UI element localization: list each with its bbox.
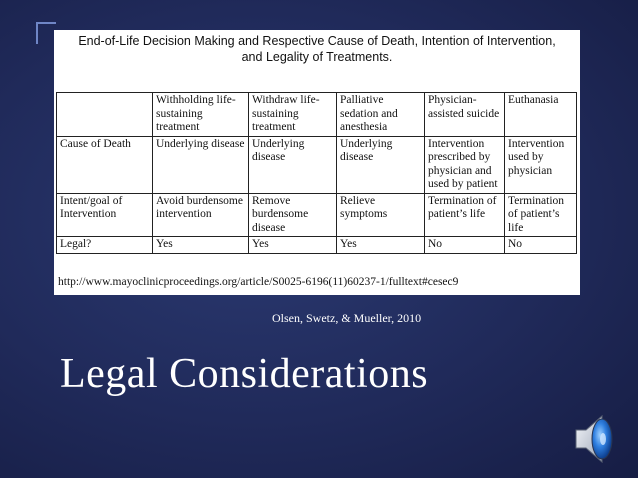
table-header-cell: Physician-assisted suicide: [425, 93, 505, 137]
table-image-panel: [54, 30, 580, 295]
table-cell: Relieve symptoms: [337, 193, 425, 237]
table-cell: Intent/goal of Intervention: [57, 193, 153, 237]
table-cell: Yes: [249, 237, 337, 254]
slide-heading: Legal Considerations: [60, 351, 429, 397]
table-title-line-1: End-of-Life Decision Making and Respective Cause of Death, Intention of Intervention,: [78, 34, 556, 48]
table-cell: Termination of patient’s life: [425, 193, 505, 237]
table-cell: Underlying disease: [153, 136, 249, 193]
source-url[interactable]: http://www.mayoclinicproceedings.org/article/S0025-6196(11)60237-1/fulltext#cesec9: [58, 276, 459, 288]
corner-bracket-horizontal: [36, 22, 56, 24]
table-row: [57, 193, 577, 237]
table-cell: Intervention used by physician: [505, 136, 577, 193]
table-header-cell: Withdraw life-sustaining treatment: [249, 93, 337, 137]
table-cell: Intervention prescribed by physician and used by patient: [425, 136, 505, 193]
table-cell: Yes: [153, 237, 249, 254]
table-cell: Underlying disease: [337, 136, 425, 193]
legality-table: [56, 92, 577, 254]
table-title-line-2: and Legality of Treatments.: [241, 50, 393, 64]
table-cell: Cause of Death: [57, 136, 153, 193]
table-cell: Yes: [337, 237, 425, 254]
table-cell: No: [425, 237, 505, 254]
table-header-row: [57, 93, 577, 137]
table-title: [54, 33, 580, 65]
table-header-cell: Palliative sedation and anesthesia: [337, 93, 425, 137]
table-cell: Legal?: [57, 237, 153, 254]
table-cell: No: [505, 237, 577, 254]
table-row: [57, 237, 577, 254]
table-cell: Underlying disease: [249, 136, 337, 193]
table-header-cell: Euthanasia: [505, 93, 577, 137]
corner-bracket-vertical: [36, 22, 38, 44]
speaker-icon[interactable]: [572, 410, 622, 466]
table-header-cell: Withholding life-sustaining treatment: [153, 93, 249, 137]
table-row: [57, 136, 577, 193]
table-cell: Termination of patient’s life: [505, 193, 577, 237]
table-header-cell: [57, 93, 153, 137]
table-cell: Remove burdensome disease: [249, 193, 337, 237]
table-cell: Avoid burdensome intervention: [153, 193, 249, 237]
citation: Olsen, Swetz, & Mueller, 2010: [272, 311, 422, 325]
